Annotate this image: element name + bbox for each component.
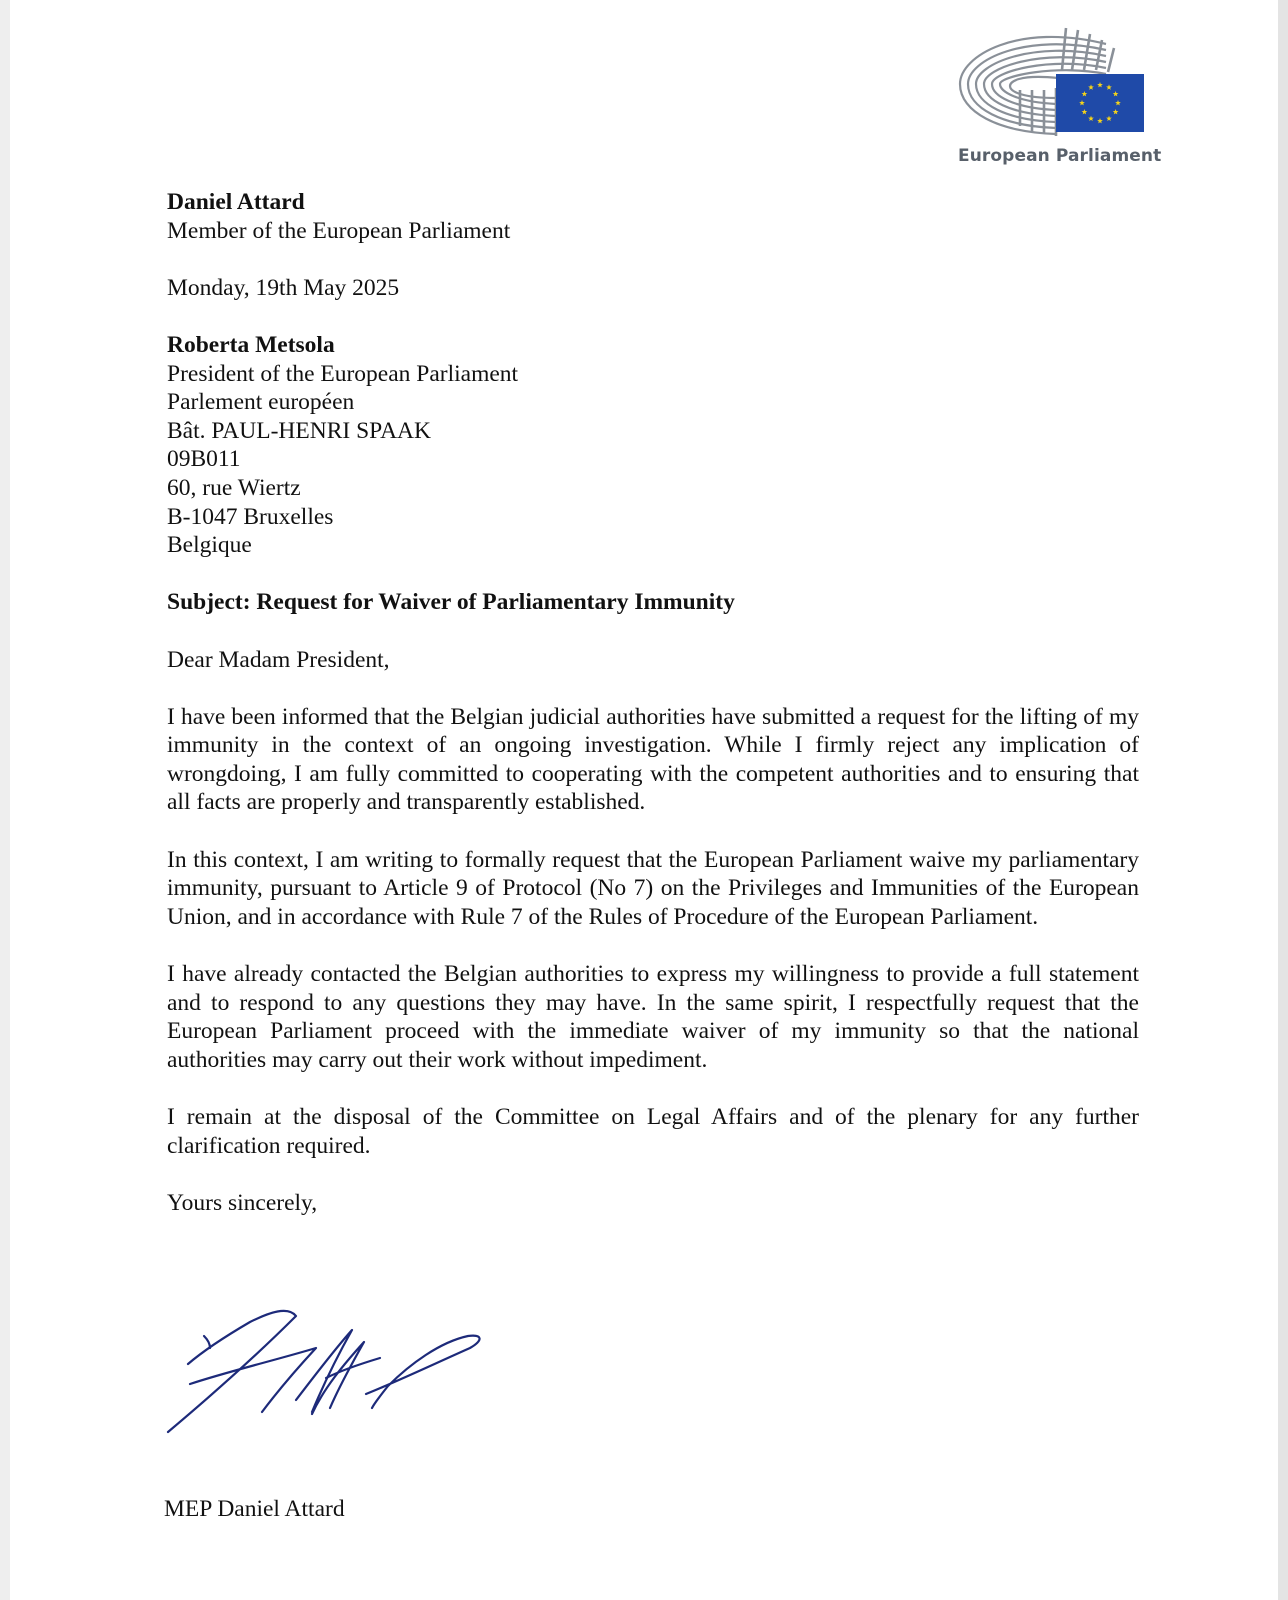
recipient-address-line: 09B011 [167, 446, 241, 473]
body-paragraph: I have been informed that the Belgian judicial authorities have submitted a request for the lifting of my immunity in the context of an ongoing investigation. While I firmly reject any implication of wrongdoing, I am fully committed to cooperating with the competent authorities and to ensuring that all facts are properly and transparently established. [167, 703, 1139, 816]
letter-body [167, 188, 1139, 1217]
page-shadow-left [0, 0, 10, 1600]
body-paragraph: I have already contacted the Belgian authorities to express my willingness to provide a full statement and to respond to any questions they may have. In the same spirit, I respectfully request that the European Parliament proceed with the immediate waiver of my immunity so that the national authorities may carry out their work without impediment. [167, 961, 1139, 1073]
hemicycle-flag-icon [958, 26, 1158, 141]
page-shadow-right [1278, 0, 1288, 1600]
subject-line: Subject: Request for Waiver of Parliamentary Immunity [167, 589, 735, 616]
body-paragraph: I remain at the disposal of the Committee on Legal Affairs and of the plenary for any further clarification required. [167, 1104, 1139, 1159]
body-paragraph: In this context, I am writing to formally request that the European Parliament waive my parliamentary immunity, pursuant to Article 9 of Protocol (No 7) on the Privileges and Immunities of the European Union, and in accordance with Rule 7 of the Rules of Procedure of the European Parliament. [167, 846, 1139, 930]
recipient-address-line: Bât. PAUL-HENRI SPAAK [167, 417, 431, 444]
signatory-name: MEP Daniel Attard [164, 1496, 345, 1522]
letter-date: Monday, 19th May 2025 [167, 274, 400, 301]
sender-title: Member of the European Parliament [167, 217, 511, 244]
recipient-address-line: B-1047 Bruxelles [167, 503, 334, 530]
recipient-address-line: Parlement européen [167, 389, 355, 416]
recipient-address-line: 60, rue Wiertz [167, 474, 301, 501]
handwritten-signature [166, 1308, 506, 1436]
salutation: Dear Madam President, [167, 646, 390, 673]
recipient-address-line: Belgique [167, 532, 252, 559]
european-parliament-logo [958, 26, 1168, 172]
letter-page [10, 0, 1278, 1600]
sender-name: Daniel Attard [167, 189, 305, 215]
recipient-address-line: President of the European Parliament [167, 360, 519, 387]
organization-name: European Parliament [958, 146, 1162, 166]
recipient-name: Roberta Metsola [167, 331, 335, 358]
closing: Yours sincerely, [167, 1189, 318, 1216]
